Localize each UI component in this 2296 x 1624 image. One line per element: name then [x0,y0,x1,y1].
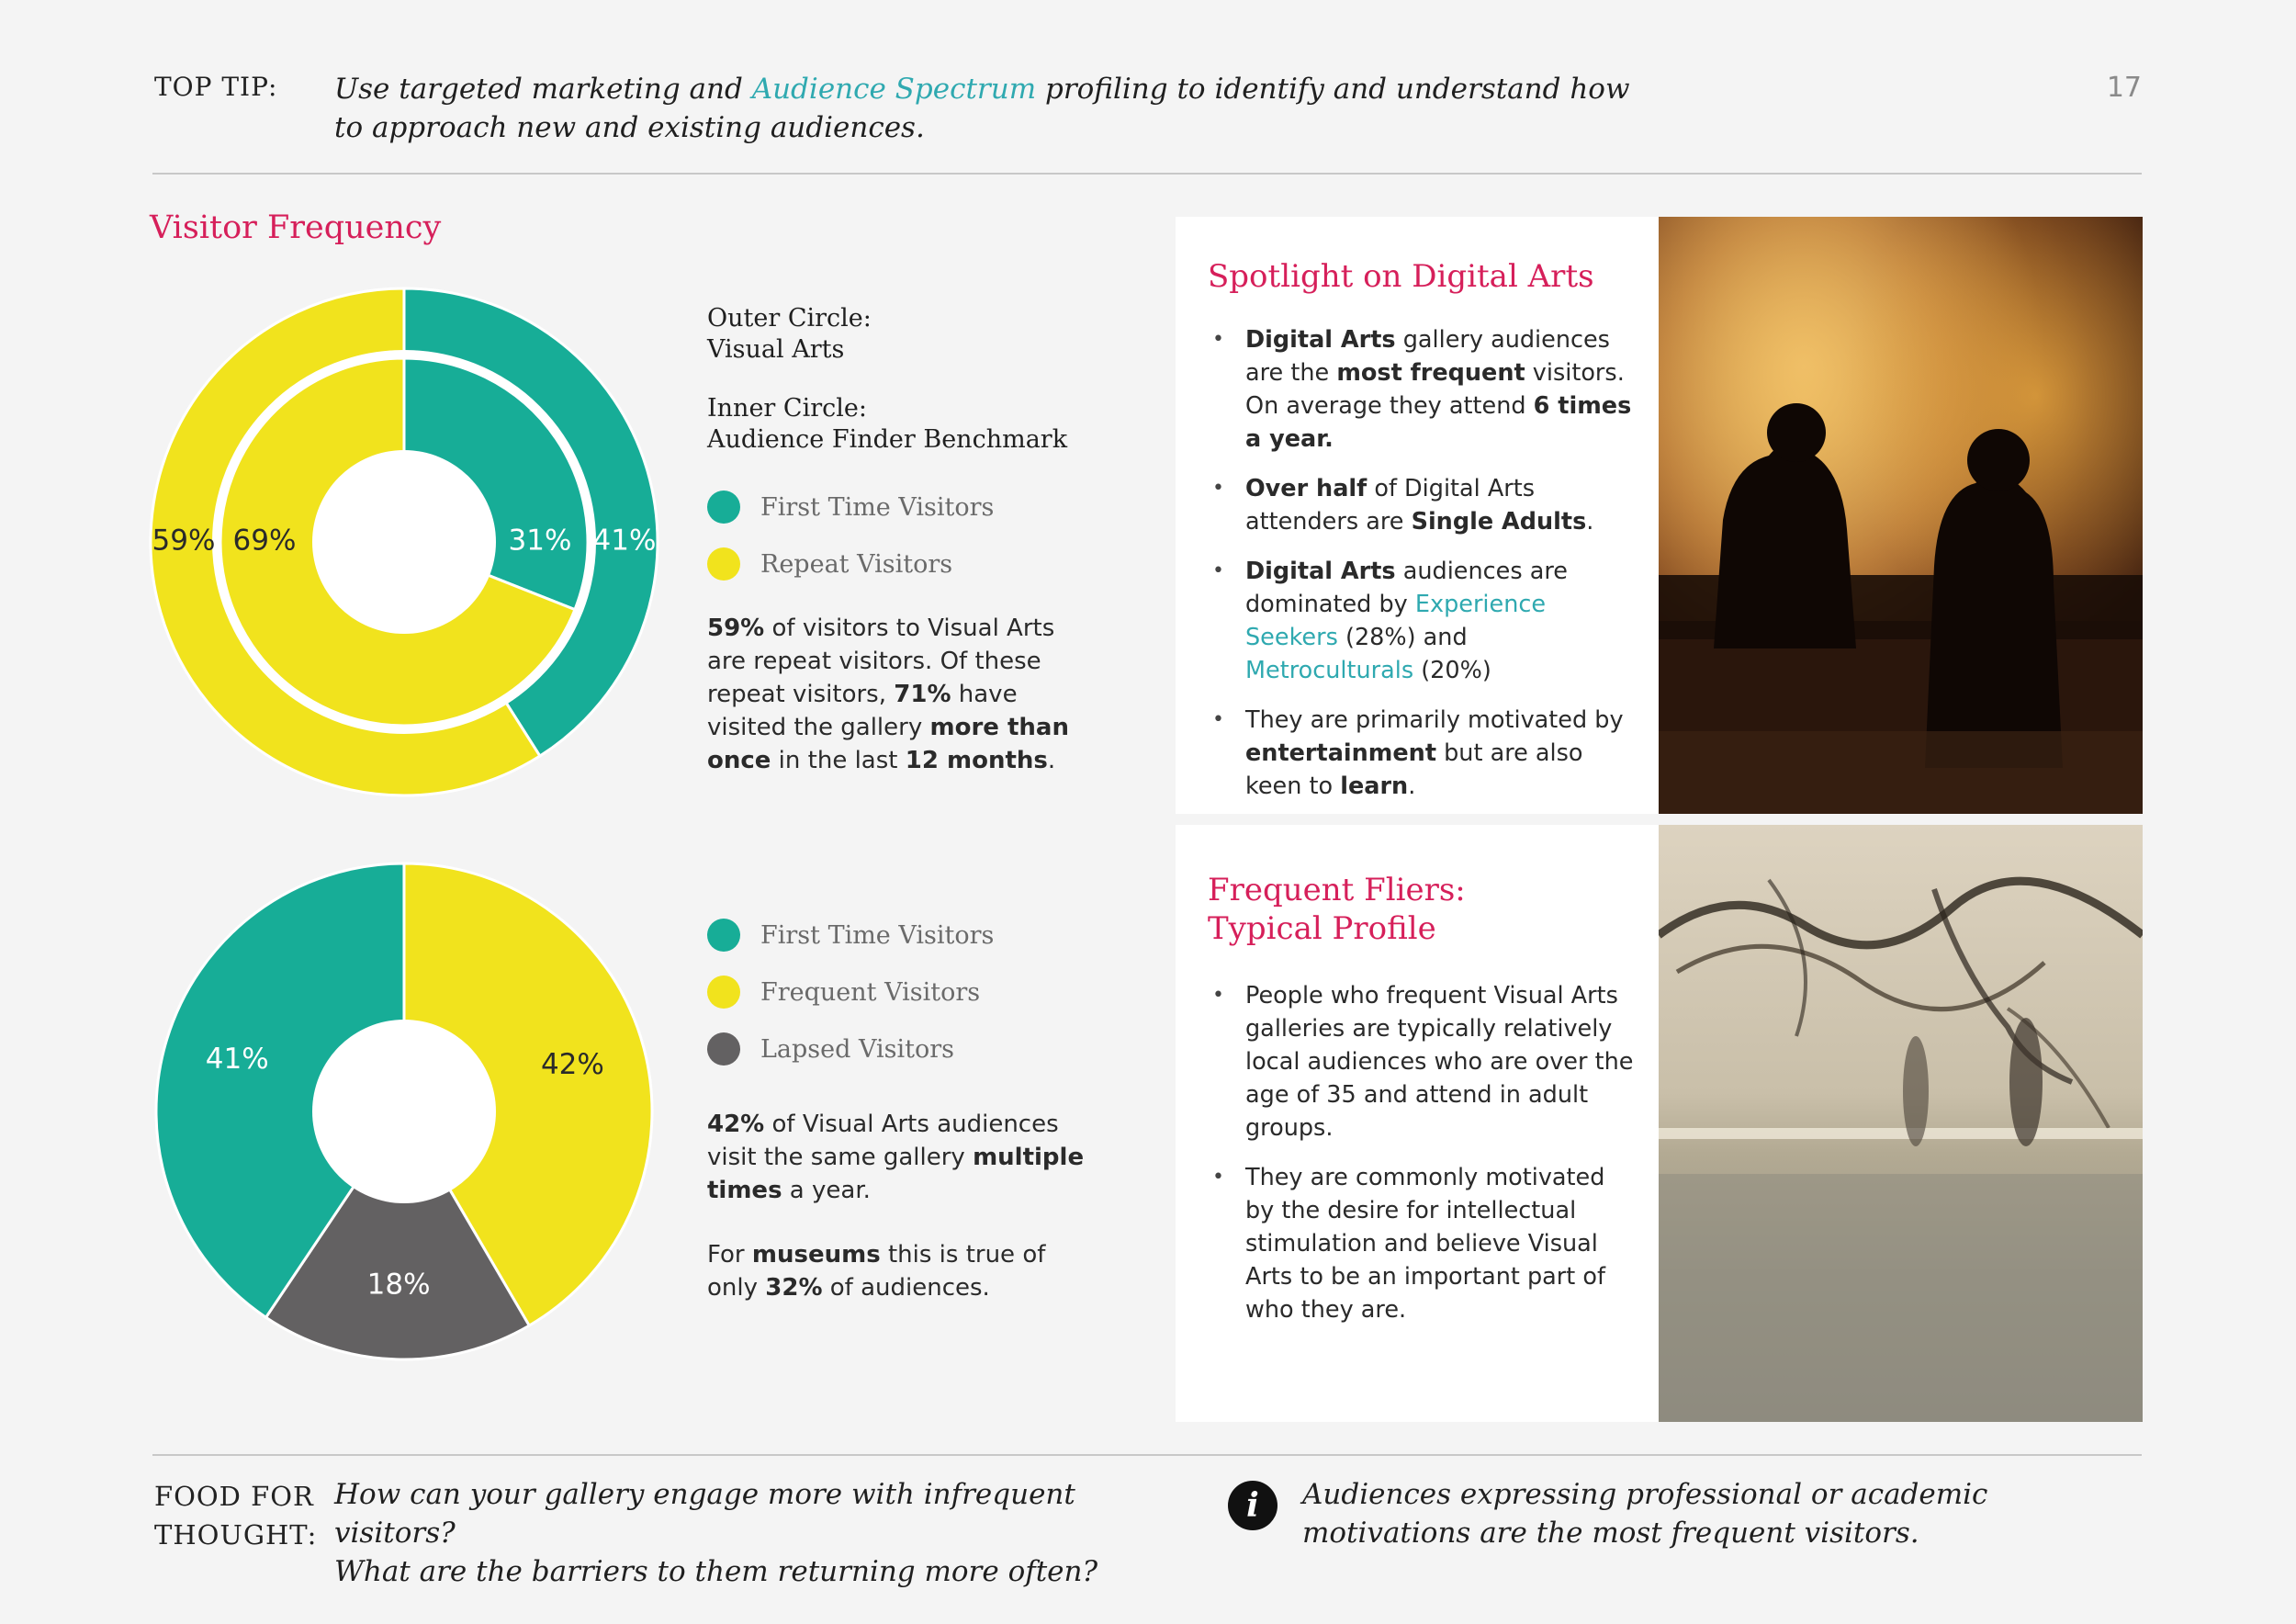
frequent-fliers-title [1208,871,1466,948]
spotlight-title: Spotlight on Digital Arts [1208,258,1594,295]
list-text: . [1408,773,1416,800]
outer-circle-label: Outer Circle: [707,304,872,333]
legend-item-first-time [707,491,1093,524]
chart1-legend-block [707,303,1093,777]
label-line: THOUGHT: [154,1519,318,1551]
legend-label: First Time Visitors [760,920,995,950]
para-text: have visited the gallery [707,681,1018,741]
visitor-frequency-nested-donut [138,276,670,808]
repeat-visitors-paragraph [707,612,1093,777]
gallery-silhouette-image [1659,217,2143,814]
para-text: of Visual Arts audiences visit the same gallery [707,1111,1059,1171]
label-slice-frequent: 42% [540,1047,604,1081]
outer-label-repeat: 59% [152,524,216,558]
title-line: Typical Profile [1208,910,1436,947]
label-line: FOOD FOR [154,1481,314,1512]
legend-label: Repeat Visitors [760,549,953,579]
list-text: visitors. On average they attend [1245,359,1625,420]
list-item [1212,323,1635,456]
title-line: Frequent Fliers: [1208,872,1466,908]
museums-paragraph [707,1238,1093,1304]
question: How can your gallery engage more with infrequent visitors? [334,1478,1075,1550]
list-text: They are primarily motivated by [1245,706,1624,734]
legend-item-lapsed [707,1032,1093,1066]
outer-circle-value: Visual Arts [707,335,845,364]
label-slice-lapsed: 18% [366,1268,431,1302]
stat-59: 59% [707,615,765,642]
food-for-thought-label [154,1477,317,1554]
visit-frequency-donut [138,854,670,1387]
page-number: 17 [2106,72,2142,104]
top-tip-text [334,70,1638,147]
experience-seekers-link[interactable]: Experience Seekers [1245,591,1547,651]
stat-42: 42% [707,1111,765,1138]
info-line: motivations are the most frequent visitors. [1302,1517,1919,1550]
list-text: audiences are dominated by [1245,558,1568,618]
frequent-fliers-list [1212,979,1635,1343]
stat-32: 32% [765,1274,823,1302]
yellow-swatch-icon [707,976,740,1009]
list-bold: Digital Arts [1245,326,1396,354]
metroculturals-link[interactable]: Metroculturals [1245,657,1414,684]
legend-label: Lapsed Visitors [760,1034,955,1064]
para-text: For [707,1241,752,1269]
para-text: . [1047,747,1056,774]
grey-swatch-icon [707,1032,740,1066]
para-text: in the last [771,747,906,774]
legend-item-frequent [707,976,1093,1009]
list-text: (20%) [1413,657,1491,684]
legend-label: Frequent Visitors [760,977,981,1007]
inner-label-first-time: 31% [508,524,572,558]
list-bold: Digital Arts [1245,558,1396,585]
top-tip-post: profiling to identify and understand how to approach new and existing audiences. [334,73,1630,144]
list-bold: Single Adults [1411,508,1587,536]
list-item [1212,555,1635,687]
list-bold: most frequent [1336,359,1525,387]
para-text: this is true of only [707,1241,1046,1302]
header-divider [152,173,2142,175]
food-for-thought-questions [334,1475,1161,1591]
para-text: of audiences. [822,1274,990,1302]
stat-71: 71% [894,681,951,708]
list-item [1212,472,1635,538]
list-item: • They are commonly motivated by the desire for intellectual stimulation and believe Visual Arts to be an important part of who they are. [1212,1161,1635,1326]
audience-spectrum-link[interactable]: Audience Spectrum [751,73,1037,106]
teal-swatch-icon [707,491,740,524]
top-tip-pre: Use targeted marketing and [334,73,752,106]
legend-label: First Time Visitors [760,492,995,522]
legend-item-first-time [707,919,1093,952]
list-text: gallery audiences are the [1245,326,1610,387]
digital-arts-photo [1659,217,2143,814]
top-tip-label: TOP TIP: [154,72,278,102]
spotlight-panel [1176,217,1660,814]
donut-hole [312,1020,496,1203]
outer-label-first-time: 41% [592,524,657,558]
label-slice-first-time: 41% [205,1043,269,1077]
frequent-fliers-panel [1176,825,1660,1422]
list-text: but are also keen to [1245,739,1583,800]
info-line: Audiences expressing professional or academic [1302,1478,1988,1511]
para-bold: 12 months [905,747,1048,774]
info-icon: i [1228,1481,1277,1530]
multiple-visits-paragraph [707,1108,1093,1207]
spotlight-list [1212,323,1635,819]
yellow-swatch-icon [707,547,740,581]
chart2-legend-block [707,919,1093,1304]
list-bold: Over half [1245,475,1367,502]
donut-hole [312,450,496,634]
para-bold: more than once [707,714,1069,774]
inner-circle-label: Inner Circle: [707,394,867,423]
list-text: . [1586,508,1594,536]
legend-item-repeat [707,547,1093,581]
gallery-installation-photo [1659,825,2143,1422]
list-bold: 6 times a year. [1245,392,1632,453]
info-note [1302,1475,2129,1552]
inner-label-repeat: 69% [232,524,297,558]
list-item [1212,704,1635,803]
inner-circle-value: Audience Finder Benchmark [707,425,1068,454]
footer-divider [152,1454,2142,1456]
para-bold: museums [751,1241,881,1269]
visitor-frequency-title: Visitor Frequency [150,209,442,246]
list-text: (28%) and [1337,624,1468,651]
list-item: • People who frequent Visual Arts galleries are typically relatively local audiences who are over the age of 35 and attend in adult groups. [1212,979,1635,1145]
para-text: of visitors to Visual Arts are repeat visitors. Of these repeat visitors, [707,615,1055,708]
list-bold: entertainment [1245,739,1437,767]
ink-installation-image [1659,825,2143,1422]
question: What are the barriers to them returning more often? [334,1555,1098,1588]
list-text: of Digital Arts attenders are [1245,475,1536,536]
para-text: a year. [782,1177,871,1204]
list-bold: learn [1340,773,1409,800]
teal-swatch-icon [707,919,740,952]
para-bold: multiple times [707,1144,1085,1204]
